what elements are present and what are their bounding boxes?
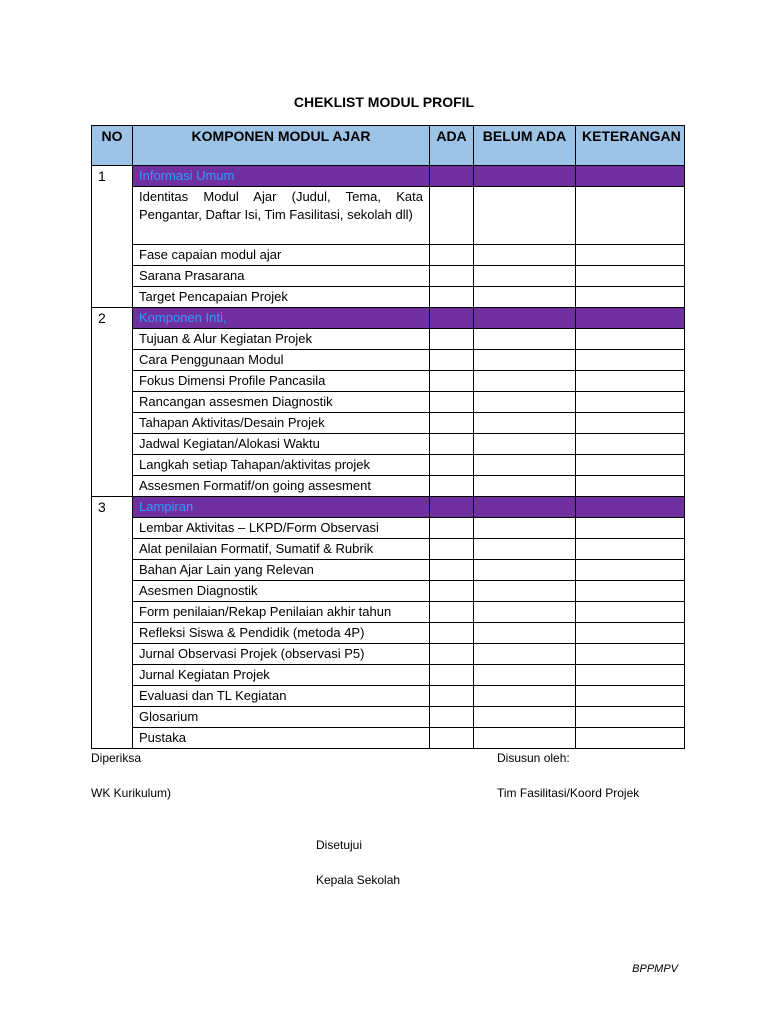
ada-cell[interactable]	[430, 623, 474, 644]
table-body	[92, 166, 685, 749]
component-label: Alat penilaian Formatif, Sumatif & Rubrik	[133, 539, 430, 560]
component-label: Identitas Modul Ajar (Judul, Tema, Kata Pengantar, Daftar Isi, Tim Fasilitasi, sekolah dll)	[133, 187, 430, 245]
table-row	[92, 560, 685, 581]
table-row	[92, 350, 685, 371]
keterangan-cell[interactable]	[576, 560, 685, 581]
header-no: NO	[92, 126, 133, 166]
ada-cell[interactable]	[430, 350, 474, 371]
belum-ada-cell[interactable]	[474, 371, 576, 392]
belum-ada-cell[interactable]	[474, 434, 576, 455]
table-row	[92, 707, 685, 728]
section-keterangan-cell	[576, 308, 685, 329]
keterangan-cell[interactable]	[576, 707, 685, 728]
section-ada-cell	[430, 497, 474, 518]
ada-cell[interactable]	[430, 455, 474, 476]
component-label: Jurnal Kegiatan Projek	[133, 665, 430, 686]
keterangan-cell[interactable]	[576, 623, 685, 644]
section-number: 2	[92, 308, 133, 497]
table-row	[92, 602, 685, 623]
belum-ada-cell[interactable]	[474, 539, 576, 560]
component-label: Form penilaian/Rekap Penilaian akhir tahun	[133, 602, 430, 623]
keterangan-cell[interactable]	[576, 581, 685, 602]
header-ada: ADA	[430, 126, 474, 166]
belum-ada-cell[interactable]	[474, 266, 576, 287]
component-label: Fokus Dimensi Profile Pancasila	[133, 371, 430, 392]
belum-ada-cell[interactable]	[474, 623, 576, 644]
belum-ada-cell[interactable]	[474, 287, 576, 308]
keterangan-cell[interactable]	[576, 413, 685, 434]
table-row	[92, 187, 685, 245]
table-row	[92, 581, 685, 602]
ada-cell[interactable]	[430, 371, 474, 392]
keterangan-cell[interactable]	[576, 728, 685, 749]
ada-cell[interactable]	[430, 665, 474, 686]
table-row	[92, 329, 685, 350]
table-row	[92, 287, 685, 308]
ada-cell[interactable]	[430, 686, 474, 707]
table-row	[92, 392, 685, 413]
ada-cell[interactable]	[430, 560, 474, 581]
checked-by: WK Kurikulum)	[91, 786, 172, 800]
ada-cell[interactable]	[430, 413, 474, 434]
header-belum-ada: BELUM ADA	[474, 126, 576, 166]
belum-ada-cell[interactable]	[474, 644, 576, 665]
header-komponen: KOMPONEN MODUL AJAR	[133, 126, 430, 166]
belum-ada-cell[interactable]	[474, 350, 576, 371]
keterangan-cell[interactable]	[576, 518, 685, 539]
document-title: CHEKLIST MODUL PROFIL	[293, 94, 475, 110]
component-label: Langkah setiap Tahapan/aktivitas projek	[133, 455, 430, 476]
ada-cell[interactable]	[430, 434, 474, 455]
keterangan-cell[interactable]	[576, 187, 685, 245]
belum-ada-cell[interactable]	[474, 707, 576, 728]
belum-ada-cell[interactable]	[474, 455, 576, 476]
component-label: Tujuan & Alur Kegiatan Projek	[133, 329, 430, 350]
keterangan-cell[interactable]	[576, 686, 685, 707]
keterangan-cell[interactable]	[576, 392, 685, 413]
component-label: Assesmen Formatif/on going assesment	[133, 476, 430, 497]
keterangan-cell[interactable]	[576, 266, 685, 287]
keterangan-cell[interactable]	[576, 287, 685, 308]
table-row	[92, 434, 685, 455]
ada-cell[interactable]	[430, 518, 474, 539]
ada-cell[interactable]	[430, 392, 474, 413]
belum-ada-cell[interactable]	[474, 187, 576, 245]
ada-cell[interactable]	[430, 266, 474, 287]
belum-ada-cell[interactable]	[474, 602, 576, 623]
footer-watermark: BPPMPV	[632, 963, 678, 975]
keterangan-cell[interactable]	[576, 476, 685, 497]
ada-cell[interactable]	[430, 728, 474, 749]
ada-cell[interactable]	[430, 187, 474, 245]
keterangan-cell[interactable]	[576, 644, 685, 665]
table-row	[92, 665, 685, 686]
table-row	[92, 371, 685, 392]
section-title: Komponen Inti,	[133, 308, 430, 329]
approved-by: Kepala Sekolah	[316, 873, 401, 887]
component-label: Pustaka	[133, 728, 430, 749]
keterangan-cell[interactable]	[576, 539, 685, 560]
section-keterangan-cell	[576, 166, 685, 187]
header-keterangan: KETERANGAN	[576, 126, 685, 166]
belum-ada-cell[interactable]	[474, 329, 576, 350]
ada-cell[interactable]	[430, 581, 474, 602]
ada-cell[interactable]	[430, 602, 474, 623]
checklist-table	[91, 125, 685, 749]
table-row	[92, 623, 685, 644]
keterangan-cell[interactable]	[576, 329, 685, 350]
keterangan-cell[interactable]	[576, 455, 685, 476]
ada-cell[interactable]	[430, 329, 474, 350]
keterangan-cell[interactable]	[576, 245, 685, 266]
table-row	[92, 518, 685, 539]
component-label: Refleksi Siswa & Pendidik (metoda 4P)	[133, 623, 430, 644]
component-label: Cara Penggunaan Modul	[133, 350, 430, 371]
checked-label: Diperiksa	[91, 751, 142, 765]
belum-ada-cell[interactable]	[474, 518, 576, 539]
section-row	[92, 308, 685, 329]
prepared-by: Tim Fasilitasi/Koord Projek	[497, 786, 640, 800]
belum-ada-cell[interactable]	[474, 413, 576, 434]
section-ada-cell	[430, 308, 474, 329]
component-label: Tahapan Aktivitas/Desain Projek	[133, 413, 430, 434]
table-header-row	[92, 126, 685, 166]
section-row	[92, 497, 685, 518]
section-belum-ada-cell	[474, 308, 576, 329]
component-label: Jadwal Kegiatan/Alokasi Waktu	[133, 434, 430, 455]
prepared-label: Disusun oleh:	[497, 751, 570, 765]
table-row	[92, 413, 685, 434]
belum-ada-cell[interactable]	[474, 476, 576, 497]
keterangan-cell[interactable]	[576, 602, 685, 623]
belum-ada-cell[interactable]	[474, 665, 576, 686]
belum-ada-cell[interactable]	[474, 728, 576, 749]
ada-cell[interactable]	[430, 707, 474, 728]
component-label: Sarana Prasarana	[133, 266, 430, 287]
table-row	[92, 455, 685, 476]
section-belum-ada-cell	[474, 497, 576, 518]
table-row	[92, 245, 685, 266]
keterangan-cell[interactable]	[576, 371, 685, 392]
section-row	[92, 166, 685, 187]
belum-ada-cell[interactable]	[474, 686, 576, 707]
belum-ada-cell[interactable]	[474, 560, 576, 581]
section-keterangan-cell	[576, 497, 685, 518]
keterangan-cell[interactable]	[576, 665, 685, 686]
section-belum-ada-cell	[474, 166, 576, 187]
component-label: Target Pencapaian Projek	[133, 287, 430, 308]
approved-label: Disetujui	[316, 838, 363, 852]
ada-cell[interactable]	[430, 476, 474, 497]
section-number: 1	[92, 166, 133, 308]
table-row	[92, 644, 685, 665]
component-label: Jurnal Observasi Projek (observasi P5)	[133, 644, 430, 665]
component-label: Evaluasi dan TL Kegiatan	[133, 686, 430, 707]
table-row	[92, 266, 685, 287]
component-label: Rancangan assesmen Diagnostik	[133, 392, 430, 413]
section-title: Lampiran	[133, 497, 430, 518]
ada-cell[interactable]	[430, 245, 474, 266]
keterangan-cell[interactable]	[576, 434, 685, 455]
component-label: Lembar Aktivitas – LKPD/Form Observasi	[133, 518, 430, 539]
component-label: Fase capaian modul ajar	[133, 245, 430, 266]
component-label: Bahan Ajar Lain yang Relevan	[133, 560, 430, 581]
section-number: 3	[92, 497, 133, 749]
ada-cell[interactable]	[430, 287, 474, 308]
section-ada-cell	[430, 166, 474, 187]
table-row	[92, 539, 685, 560]
component-label: Asesmen Diagnostik	[133, 581, 430, 602]
component-label: Glosarium	[133, 707, 430, 728]
table-row	[92, 476, 685, 497]
belum-ada-cell[interactable]	[474, 581, 576, 602]
ada-cell[interactable]	[430, 644, 474, 665]
ada-cell[interactable]	[430, 539, 474, 560]
belum-ada-cell[interactable]	[474, 245, 576, 266]
table-row	[92, 686, 685, 707]
belum-ada-cell[interactable]	[474, 392, 576, 413]
table-row	[92, 728, 685, 749]
keterangan-cell[interactable]	[576, 350, 685, 371]
section-title: Informasi Umum	[133, 166, 430, 187]
